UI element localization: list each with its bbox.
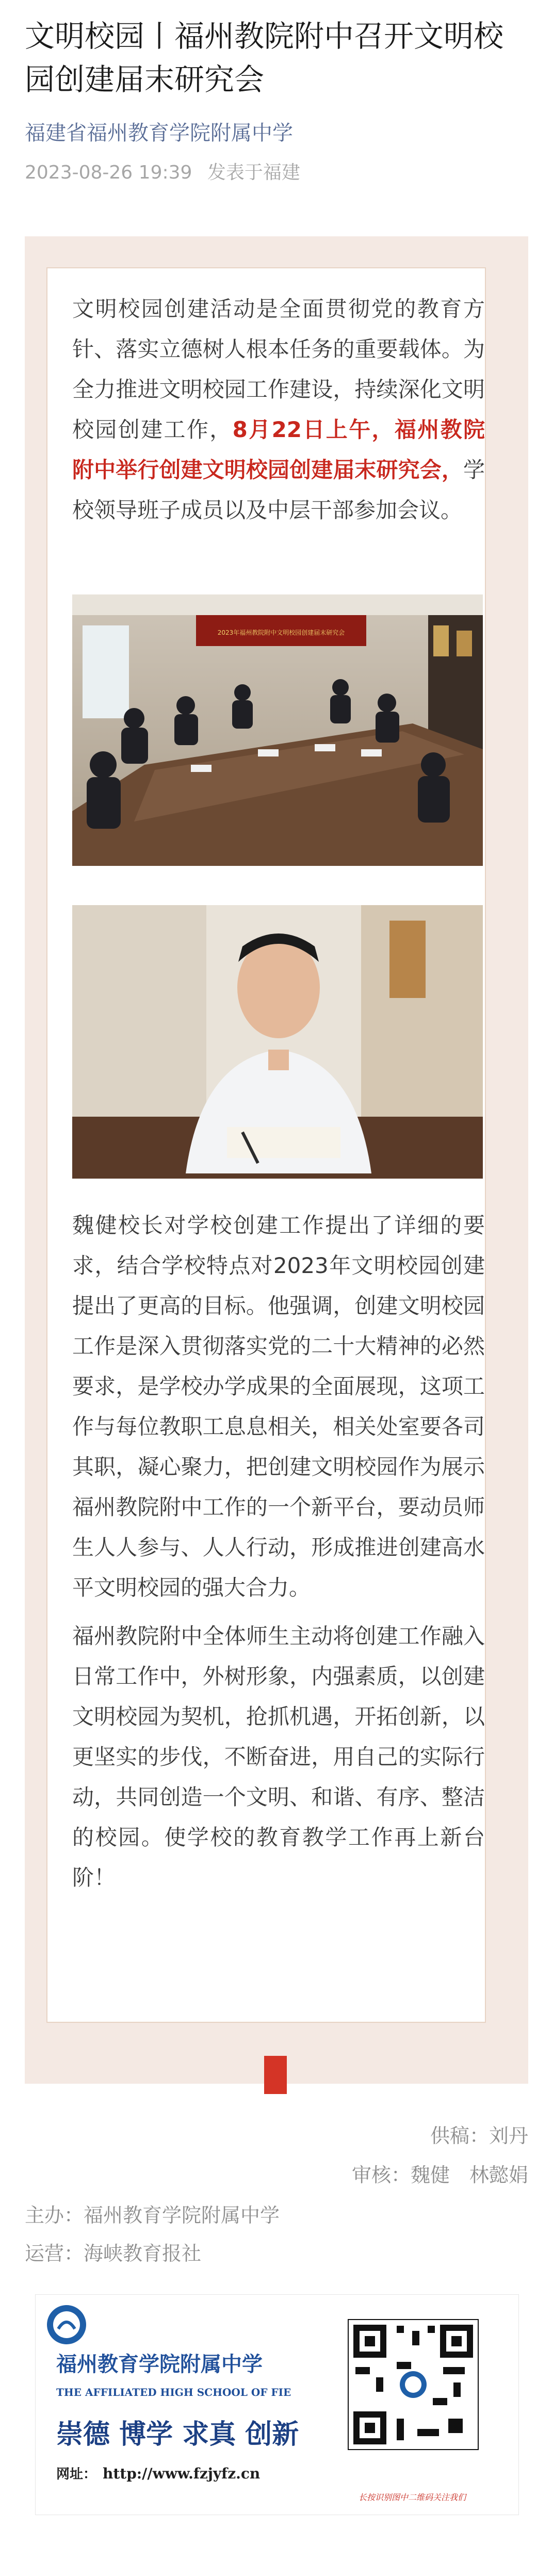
operator-line	[25, 2237, 201, 2266]
banner-school-cn: 福州教育学院附属中学	[56, 2352, 263, 2376]
meeting-photo-image	[72, 594, 483, 866]
credit-reviewer	[352, 2159, 528, 2187]
article-meta	[25, 158, 310, 184]
credit-provider	[430, 2120, 528, 2148]
qr-code-icon	[348, 2320, 478, 2450]
publish-date: 2023-08-26 19:39	[25, 162, 192, 183]
paragraph-intro	[72, 289, 485, 530]
publish-location: 发表于福建	[207, 162, 300, 183]
school-banner-graphic	[36, 2295, 518, 2515]
host-label: 主办：	[25, 2204, 84, 2227]
banner-qr-caption: 长按识别图中二维码关注我们	[358, 2492, 466, 2502]
intro-text-a: 文明校园创建活动是全面贯彻党的教育方针、落实立德树人根本任务的重要载体。为全力推进文明校园工作建设，持续深化文明校园创建工作，	[72, 296, 485, 442]
operator-name: 海峡教育报社	[84, 2242, 202, 2265]
paragraph-closing: 福州教院附中全体师生主动将创建工作融入日常工作中，外树形象，内强素质，以创建文明校园为契机，抢抓机遇，开拓创新，以更坚实的步伐，不断奋进，用自己的实际行动，共同创造一个文明、和谐、有序、整洁的校园。使学校的教育教学工作再上新台阶！	[72, 1623, 485, 1890]
intro-text-b: 学校领导班子成员以及中层干部参加会议。	[72, 457, 485, 523]
intro-highlight: 8月22日上午，福州教院附中举行创建文明校园创建届末研究会，	[72, 417, 485, 482]
host-line	[25, 2199, 280, 2228]
account-name-link[interactable]: 福建省福州教育学院附属中学	[25, 121, 293, 145]
meeting-banner-text: 2023年福州教院附中文明校园创建届末研究会	[217, 629, 345, 636]
section-end-marker	[264, 2056, 287, 2094]
reviewer-names: 魏健 林懿娟	[410, 2164, 528, 2186]
provider-name: 刘丹	[489, 2124, 528, 2147]
host-name: 福州教育学院附属中学	[84, 2204, 280, 2227]
banner-motto: 崇德 博学 求真 创新	[56, 2419, 299, 2450]
school-banner	[35, 2294, 519, 2515]
meeting-photo[interactable]	[72, 594, 483, 866]
principal-photo[interactable]	[72, 905, 483, 1179]
provider-label: 供稿：	[430, 2124, 489, 2147]
article-title: 文明校园丨福州教院附中召开文明校园创建届末研究会	[25, 19, 504, 97]
banner-website: http://www.fzjyfz.cn	[103, 2465, 261, 2482]
paragraph-principal: 魏健校长对学校创建工作提出了详细的要求，结合学校特点对2023年文明校园创建提出了更高的目标。他强调，创建文明校园工作是深入贯彻落实党的二十大精神的必然要求，是学校办学成果的全面展现，这项工作与每位教职工息息相关，相关处室要各司其职，凝心聚力，把创建文明校园作为展示福州教院附中工作的一个新平台，要动员师生人人参与、人人行动，形成推进创建高水平文明校园的强大合力。	[72, 1213, 485, 1600]
operator-label: 运营：	[25, 2242, 84, 2265]
banner-school-en: THE AFFILIATED HIGH SCHOOL OF FIE	[56, 2386, 291, 2398]
banner-website-label: 网址：	[56, 2467, 97, 2482]
reviewer-label: 审核：	[351, 2164, 411, 2186]
principal-photo-image	[72, 905, 483, 1179]
